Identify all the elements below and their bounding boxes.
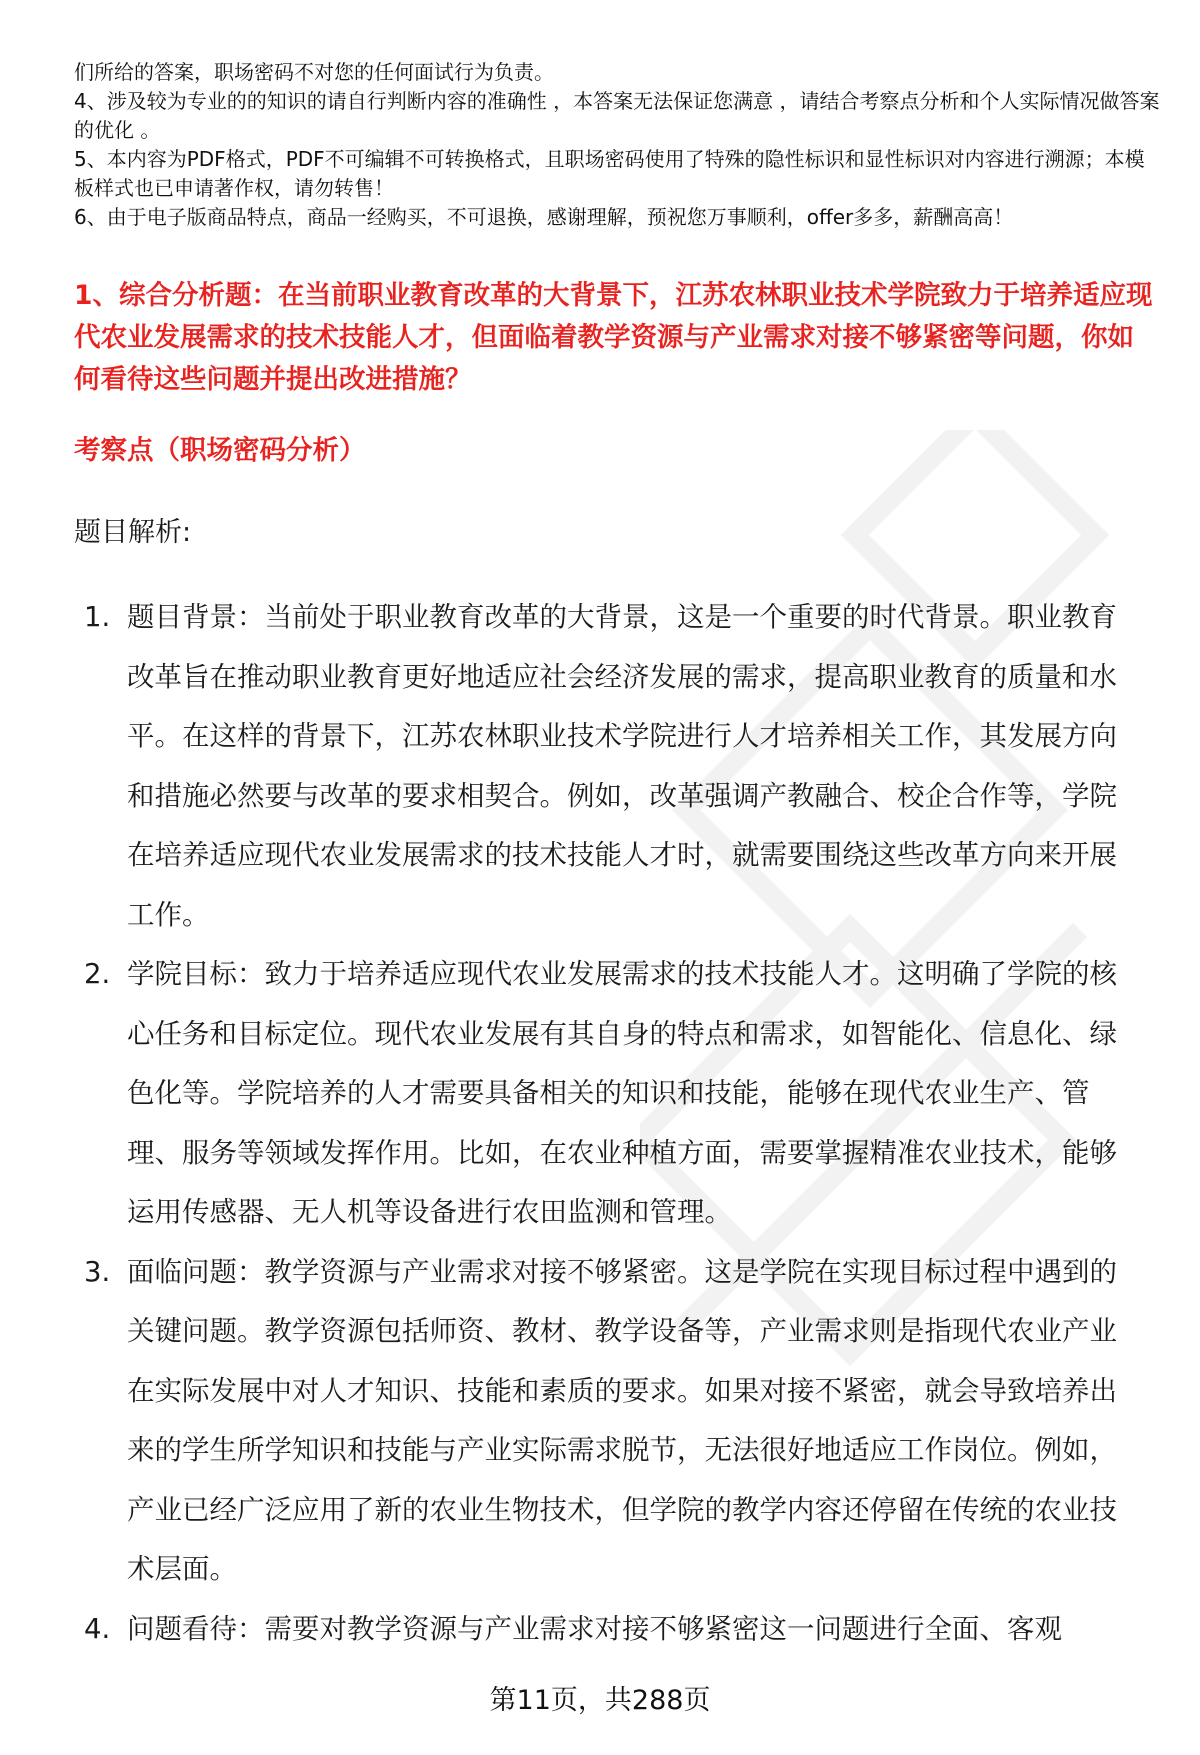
analysis-label: 题目解析: (74, 517, 192, 548)
analysis-item (74, 588, 1144, 945)
item-text: 学院目标：致力于培养适应现代农业发展需求的技术技能人才。这明确了学院的核心任务和目标定位。现代农业发展有其自身的特点和需求，如智能化、信息化、绿色化等。学院培养的人才需要具备相关的知识和技能，能够在现代农业生产、管理、服务等领域发挥作用。比如，在农业种植方面，需要掌握精准农业技术，能够运用传感器、无人机等设备进行农田监测和管理。 (127, 958, 1117, 1228)
item-number: 2. (84, 958, 111, 990)
item-text: 题目背景：当前处于职业教育改革的大背景，这是一个重要的时代背景。职业教育改革旨在推动职业教育更好地适应社会经济发展的需求，提高职业教育的质量和水平。在这样的背景下，江苏农林职业技术学院进行人才培养相关工作，其发展方向和措施必然要与改革的要求相契合。例如，改革强调产教融合、校企合作等，学院在培养适应现代农业发展需求的技术技能人才时，就需要围绕这些改革方向来开展工作。 (127, 601, 1117, 931)
analysis-item (74, 1243, 1144, 1600)
item-number: 1. (84, 601, 111, 633)
item-number: 3. (84, 1255, 111, 1288)
examination-point-title: 考察点（职场密码分析） (74, 435, 366, 466)
note-line: 们所给的答案，职场密码不对您的任何面试行为负责。 (74, 60, 554, 84)
note-line: 6、由于电子版商品特点，商品一经购买，不可退换，感谢理解，预祝您万事顺利，offer多多，薪酬高高！ (74, 205, 1014, 229)
page-number: 第11页，共288页 (489, 1685, 711, 1716)
question-heading: 1、综合分析题：在当前职业教育改革的大背景下，江苏农林职业技术学院致力于培养适应现代农业发展需求的技术技能人才，但面临着教学资源与产业需求对接不够紧密等问题，你如何看待这些问题并提出改进措施？ (74, 280, 1153, 395)
note-line: 4、涉及较为专业的的知识的请自行判断内容的准确性 ，本答案无法保证您满意 ，请结合考察点分析和个人实际情况做答案的优化 。 (74, 89, 1160, 142)
item-text: 问题看待：需要对教学资源与产业需求对接不够紧密这一问题进行全面、客观 (127, 1612, 1062, 1645)
note-line: 5、本内容为PDF格式，PDF不可编辑不可转换格式，且职场密码使用了特殊的隐性标识和显性标识对内容进行溯源；本模板样式也已申请著作权，请勿转售！ (74, 147, 1145, 200)
analysis-list (74, 588, 1144, 1659)
analysis-item (74, 1600, 1144, 1660)
analysis-item (74, 945, 1144, 1243)
notes-block (74, 58, 1164, 232)
item-text: 面临问题：教学资源与产业需求对接不够紧密。这是学院在实现目标过程中遇到的关键问题。教学资源包括师资、教材、教学设备等，产业需求则是指现代农业产业在实际发展中对人才知识、技能和素质的要求。如果对接不紧密，就会导致培养出来的学生所学知识和技能与产业实际需求脱节，无法很好地适应工作岗位。例如，产业已经广泛应用了新的农业生物技术，但学院的教学内容还停留在传统的农业技术层面。 (127, 1255, 1117, 1585)
item-number: 4. (84, 1612, 111, 1645)
